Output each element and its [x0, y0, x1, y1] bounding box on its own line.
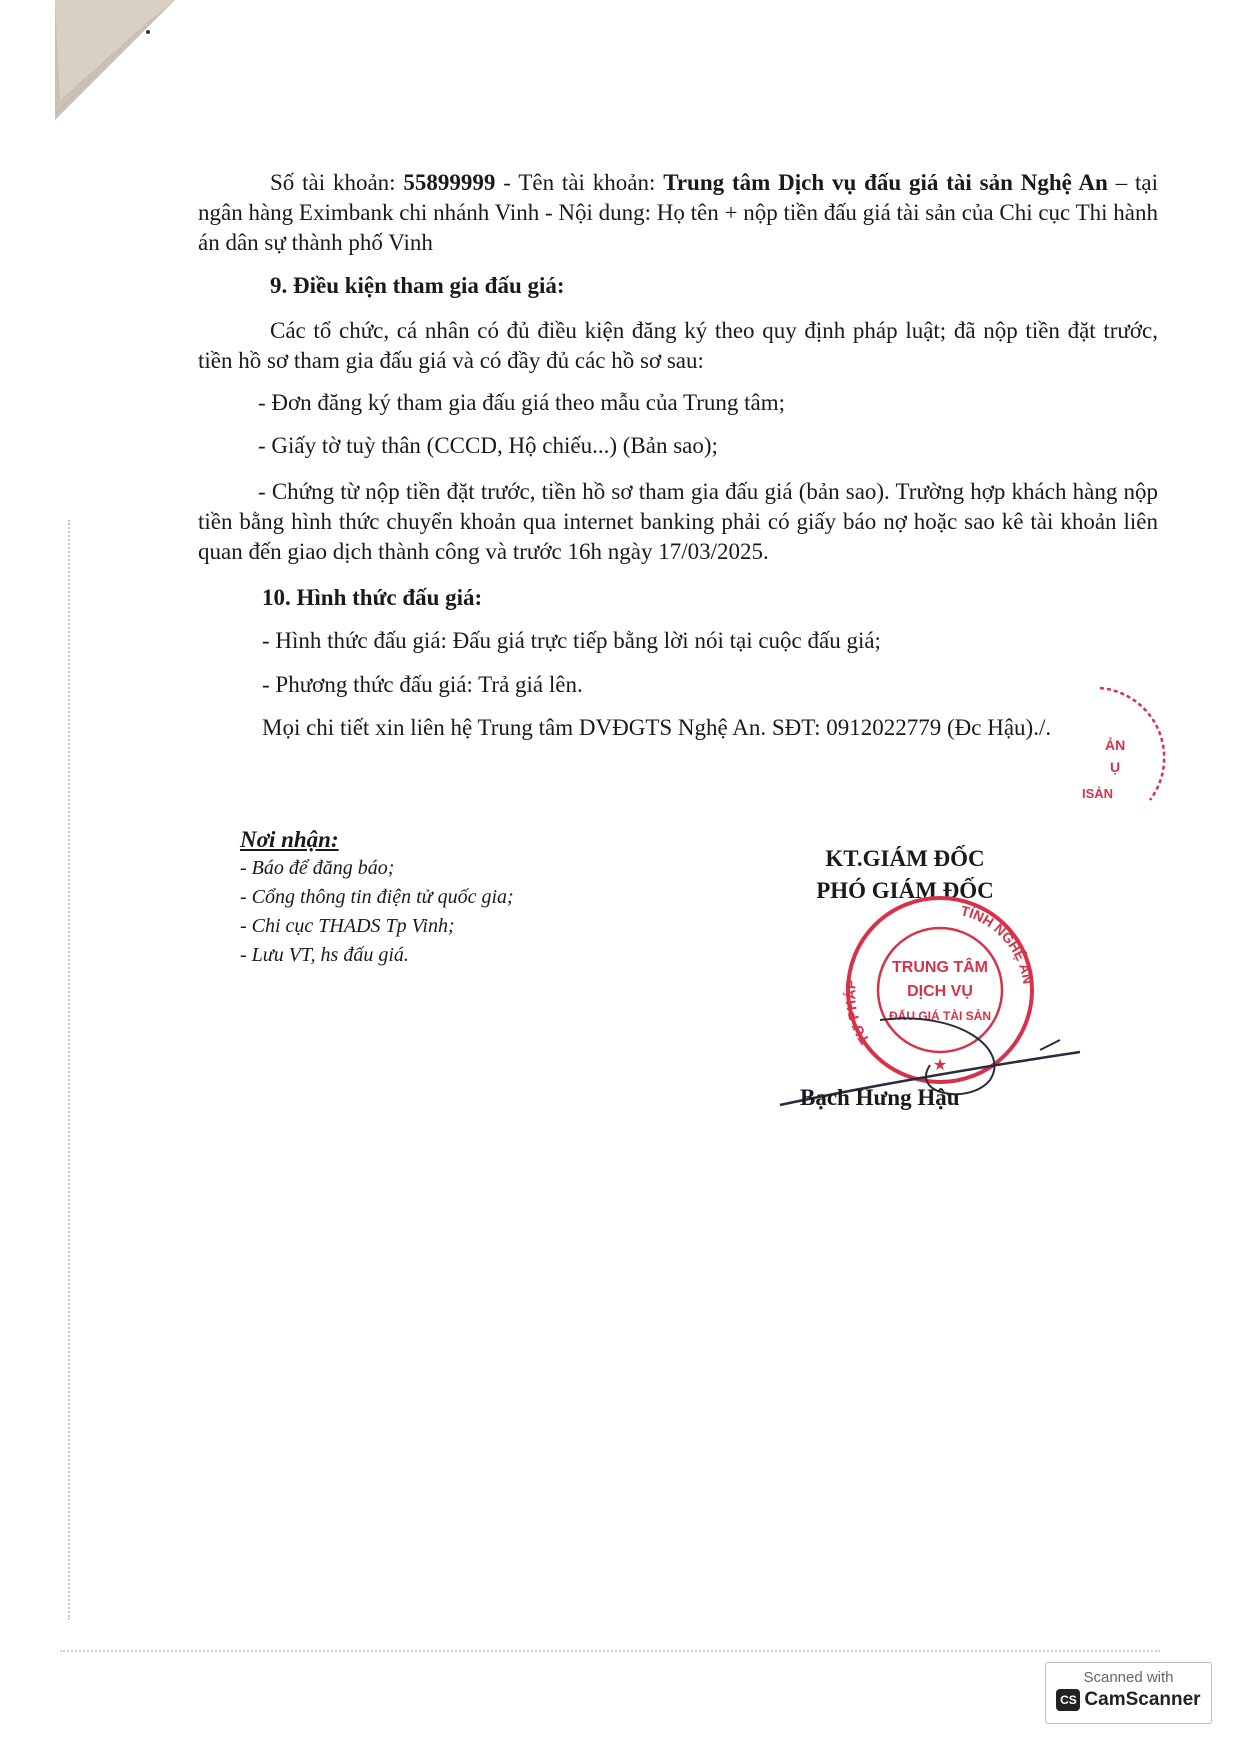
scan-bottom-edge: [60, 1650, 1160, 1652]
recipients-title: Nơi nhận:: [240, 827, 339, 852]
stamp-inner-1: TRUNG TÂM: [892, 959, 988, 976]
signer-name: Bạch Hưng Hậu: [800, 1085, 960, 1110]
camscanner-logo-icon: CS: [1056, 1689, 1080, 1711]
camscanner-watermark: [1045, 1662, 1212, 1724]
recipients-block: [240, 825, 514, 970]
stamp-inner-3: ĐẤU GIÁ TÀI SẢN: [889, 1009, 991, 1023]
recipient-item: - Lưu VT, hs đấu giá.: [240, 944, 409, 966]
section-9-heading: 9. Điều kiện tham gia đấu giá:: [270, 273, 565, 298]
recipient-item: - Cổng thông tin điện tử quốc gia;: [240, 886, 514, 908]
watermark-brand: CamScanner: [1084, 1689, 1201, 1710]
stamp-star-icon: ★: [932, 1057, 948, 1074]
account-name: Trung tâm Dịch vụ đấu giá tài sản Nghệ An: [663, 170, 1108, 195]
contact-paragraph: Mọi chi tiết xin liên hệ Trung tâm DVĐGTS Nghệ An. SĐT: 0912022779 (Đc Hậu)./.: [262, 715, 1052, 740]
svg-text:Ụ: Ụ: [1110, 759, 1121, 775]
signature-title-2: PHÓ GIÁM ĐỐC: [816, 878, 994, 903]
section-10-heading: 10. Hình thức đấu giá:: [262, 585, 483, 610]
account-number: 55899999: [403, 170, 496, 195]
requirement-item-1: - Đơn đăng ký tham gia đấu giá theo mẫu của Trung tâm;: [258, 390, 786, 415]
partial-stamp-mark: [1080, 680, 1170, 820]
page-corner-fold: [0, 0, 200, 130]
scan-left-edge: [68, 520, 72, 1620]
signature-title-1: KT.GIÁM ĐỐC: [825, 846, 985, 871]
stamp-ring-right: TỈNH NGHỆ AN: [959, 902, 1037, 986]
section-9-intro: Các tổ chức, cá nhân có đủ điều kiện đăng ký theo quy định pháp luật; đã nộp tiền đặt trước, tiền hồ sơ tham gia đấu giá và có đầy đủ các hồ sơ sau:: [198, 318, 1158, 373]
stamp-ring-left: TƯ PHÁP: [842, 978, 873, 1048]
svg-text:ẢN: ẢN: [1105, 737, 1126, 753]
auction-form: - Hình thức đấu giá: Đấu giá trực tiếp bằng lời nói tại cuộc đấu giá;: [262, 628, 881, 653]
stamp-inner-2: DỊCH VỤ: [907, 983, 973, 1000]
recipient-item: - Chi cục THADS Tp Vinh;: [240, 915, 455, 937]
requirement-item-2: - Giấy tờ tuỳ thân (CCCD, Hộ chiếu...) (Bản sao);: [258, 433, 718, 458]
watermark-top-text: Scanned with: [1083, 1669, 1174, 1686]
account-paragraph: Số tài khoản: 55899999 - Tên tài khoản: Trung tâm Dịch vụ đấu giá tài sản Nghệ An – tại ngân hàng Eximbank chi nhánh Vinh - Nội dung: Họ tên + nộp tiền đấu giá tài sản của Chi cục Thi hành án dân sự thành phố Vinh: [198, 170, 1158, 255]
requirement-item-3: - Chứng từ nộp tiền đặt trước, tiền hồ sơ tham gia đấu giá (bản sao). Trường hợp khách hàng nộp tiền bằng hình thức chuyển khoản qua internet banking phải có giấy báo nợ hoặc sao kê tài khoản liên quan đến giao dịch thành công và trước 16h ngày 17/03/2025.: [198, 479, 1158, 564]
auction-method: - Phương thức đấu giá: Trả giá lên.: [262, 672, 583, 697]
recipient-item: - Báo để đăng báo;: [240, 857, 395, 879]
svg-text:ISẢN: ISẢN: [1082, 786, 1114, 801]
